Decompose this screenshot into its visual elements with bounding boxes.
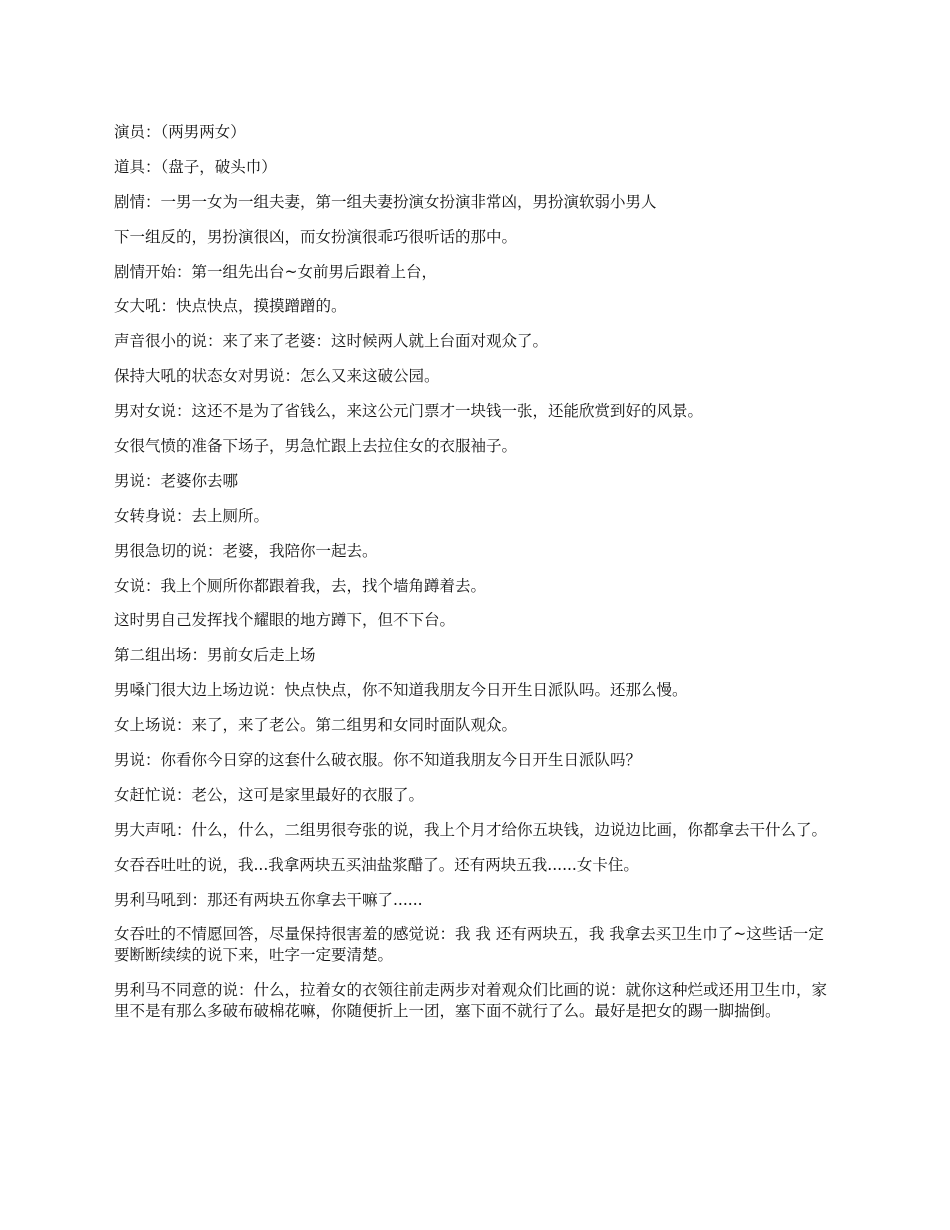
paragraph-line: 女吞吐的不情愿回答，尽量保持很害羞的感觉说：我 我 还有两块五，我 我拿去买卫生巾了~这些话一定要断断续续的说下来，吐字一定要清楚。 <box>114 925 824 965</box>
paragraph-line: 女大吼：快点快点，摸摸蹭蹭的。 <box>114 297 347 316</box>
paragraph-plot: 剧情：一男一女为一组夫妻，第一组夫妻扮演女扮演非常凶，男扮演软弱小男人 <box>114 192 657 211</box>
paragraph-cast: 演员：（两男两女） <box>114 123 246 141</box>
paragraph-props: 道具：（盘子，破头巾） <box>114 157 277 176</box>
paragraph-line: 男嗓门很大边上场边说：快点快点，你不知道我朋友今日开生日派队吗。还那么慢。 <box>114 681 688 700</box>
paragraph-line: 男说：你看你今日穿的这套什么破衣服。你不知道我朋友今日开生日派队吗？ <box>114 751 642 770</box>
paragraph-line: 这时男自己发挥找个耀眼的地方蹲下，但不下台。 <box>114 611 456 630</box>
paragraph-line: 男利马不同意的说：什么，拉着女的衣领往前走两步对着观众们比画的说：就你这种烂或还用卫生巾，家里不是有那么多破布破棉花嘛，你随便折上一团，塞下面不就行了么。最好是把女的踢一脚揣倒。 <box>114 981 828 1021</box>
paragraph-line: 女说：我上个厕所你都跟着我，去，找个墙角蹲着去。 <box>114 576 487 595</box>
paragraph-line: 声音很小的说：来了来了老婆：这时候两人就上台面对观众了。 <box>114 332 549 351</box>
paragraph-line: 女吞吞吐吐的说，我...我拿两块五买油盐浆醋了。还有两块五我......女卡住。 <box>114 855 639 874</box>
paragraph-line: 男很急切的说：老婆，我陪你一起去。 <box>114 541 378 560</box>
paragraph-line: 男大声吼：什么，什么，二组男很夸张的说，我上个月才给你五块钱，边说边比画，你都拿去干什么了。 <box>114 820 828 839</box>
paragraph-line: 保持大吼的状态女对男说：怎么又来这破公园。 <box>114 367 440 386</box>
document-body <box>114 122 834 1036</box>
paragraph-scene-two: 第二组出场：男前女后走上场 <box>114 646 316 665</box>
paragraph-line: 男利马吼到：那还有两块五你拿去干嘛了...... <box>114 890 423 909</box>
paragraph-line: 女转身说：去上厕所。 <box>114 506 270 525</box>
paragraph-line: 男对女说：这还不是为了省钱么，来这公元门票才一块钱一张，还能欣赏到好的风景。 <box>114 402 704 421</box>
paragraph-line: 女很气愤的准备下场子，男急忙跟上去拉住女的衣服袖子。 <box>114 437 518 456</box>
paragraph-line: 女赶忙说：老公，这可是家里最好的衣服了。 <box>114 785 425 804</box>
paragraph-plot-continued: 下一组反的，男扮演很凶，而女扮演很乖巧很听话的那中。 <box>114 227 518 246</box>
paragraph-line: 男说：老婆你去哪 <box>114 471 239 490</box>
paragraph-plot-start: 剧情开始：第一组先出台~女前男后跟着上台， <box>114 262 437 281</box>
paragraph-line: 女上场说：来了，来了老公。第二组男和女同时面队观众。 <box>114 716 518 735</box>
